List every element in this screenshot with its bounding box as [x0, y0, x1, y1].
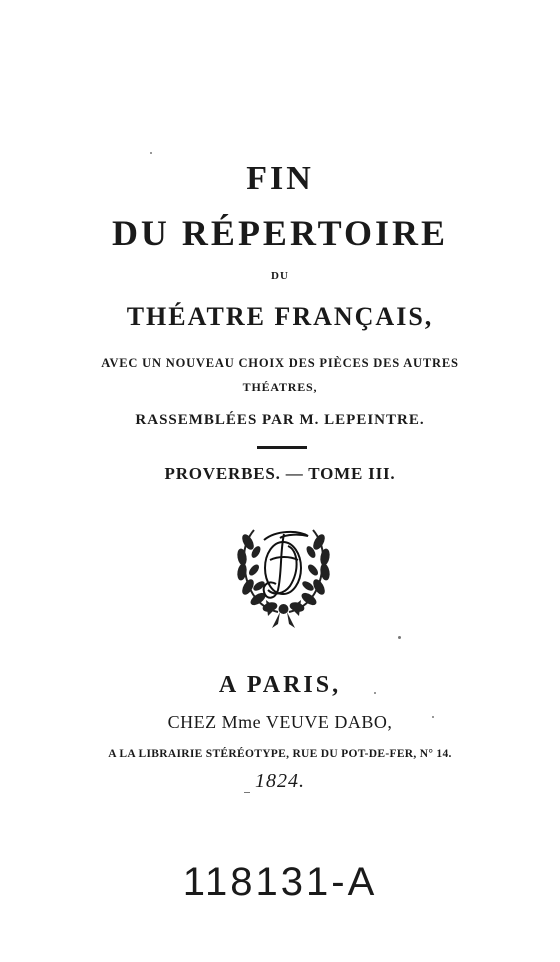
paper-speck — [374, 692, 376, 694]
paper-speck — [150, 152, 152, 154]
monogram-wreath-icon — [226, 512, 341, 632]
paper-speck — [432, 716, 434, 718]
paper-speck — [244, 792, 250, 793]
editor-line: RASSEMBLÉES PAR M. LEPEINTRE. — [135, 412, 425, 428]
title-line-du: DU — [271, 270, 289, 282]
title-line-repertoire: DU RÉPERTOIRE — [111, 213, 449, 253]
volume-line: PROVERBES. — TOME III. — [164, 464, 396, 483]
subtitle-line-2: THÉATRES, — [242, 380, 318, 394]
imprint-publisher: CHEZ Mme VEUVE DABO, — [167, 712, 393, 732]
paper-speck — [398, 636, 401, 639]
subtitle-line-1: AVEC UN NOUVEAU CHOIX DES PIÈCES DES AUTRES — [101, 356, 459, 370]
imprint-city: A PARIS, — [218, 672, 342, 698]
imprint-address: A LA LIBRAIRIE STÉRÉOTYPE, RUE DU POT-DE-FER, N° 14. — [108, 748, 452, 760]
divider-rule — [257, 446, 307, 449]
title-line-theatre: THÉATRE FRANÇAIS, — [126, 302, 434, 331]
imprint-year: 1824. — [255, 770, 305, 792]
shelfmark-stamp: 118131-A — [182, 860, 378, 904]
title-line-fin: FIN — [246, 160, 314, 197]
